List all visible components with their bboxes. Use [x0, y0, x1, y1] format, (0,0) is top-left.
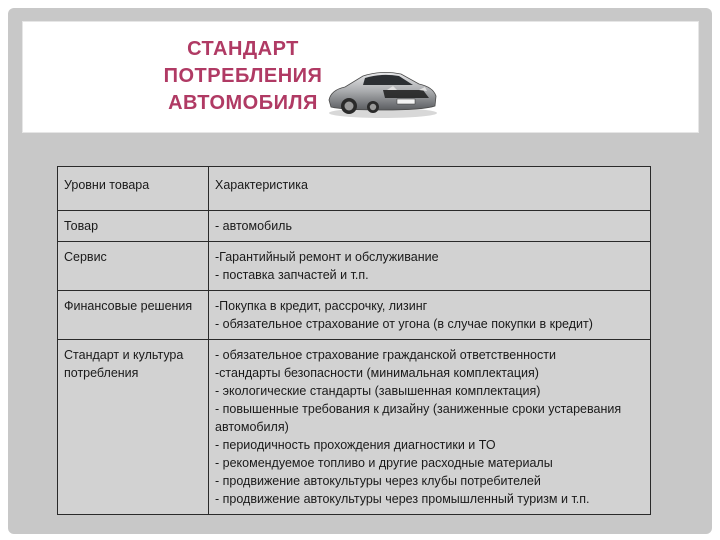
- product-levels-table-wrap: [57, 166, 651, 515]
- table-row: [58, 340, 651, 515]
- level-cell: Товар: [58, 211, 209, 242]
- header-cell: Уровни товара: [58, 167, 209, 211]
- characteristic-cell: [209, 291, 651, 340]
- characteristic-line: - обязательное страхование гражданской ответственности: [215, 348, 556, 362]
- characteristic-line: -Гарантийный ремонт и обслуживание: [215, 250, 439, 264]
- level-cell: Сервис: [58, 242, 209, 291]
- table-header-row: [58, 167, 651, 211]
- characteristic-line: - повышенные требования к дизайну (заниженные сроки устаревания автомобиля): [215, 402, 622, 434]
- characteristic-line: - периодичность прохождения диагностики и ТО: [215, 438, 496, 452]
- characteristic-line: - рекомендуемое топливо и другие расходные материалы: [215, 456, 553, 470]
- title-line: ПОТРЕБЛЕНИЯ: [163, 65, 323, 87]
- title-line: СТАНДАРТ: [187, 38, 299, 60]
- title-line: АВТОМОБИЛЯ: [168, 92, 318, 114]
- characteristic-cell: [209, 340, 651, 515]
- characteristic-line: - автомобиль: [215, 219, 292, 233]
- characteristic-line: -стандарты безопасности (минимальная комплектация): [215, 366, 539, 380]
- characteristic-line: - поставка запчастей и т.п.: [215, 268, 369, 282]
- table-row: [58, 242, 651, 291]
- level-cell: Стандарт и культура потребления: [58, 340, 209, 515]
- characteristic-line: -Покупка в кредит, рассрочку, лизинг: [215, 299, 428, 313]
- characteristic-line: - продвижение автокультуры через промышленный туризм и т.п.: [215, 492, 590, 506]
- characteristic-line: - продвижение автокультуры через клубы потребителей: [215, 474, 541, 488]
- slide-title: [143, 36, 343, 117]
- characteristic-cell: [209, 242, 651, 291]
- car-icon: [323, 60, 441, 120]
- characteristic-line: - обязательное страхование от угона (в случае покупки в кредит): [215, 317, 593, 331]
- table-row: [58, 291, 651, 340]
- characteristic-line: - экологические стандарты (завышенная комплектация): [215, 384, 541, 398]
- level-cell: Финансовые решения: [58, 291, 209, 340]
- header-cell: Характеристика: [209, 167, 651, 211]
- characteristic-cell: [209, 211, 651, 242]
- car-image: [323, 60, 441, 120]
- title-box: [23, 22, 698, 132]
- table-row: [58, 211, 651, 242]
- product-levels-table: [57, 166, 651, 515]
